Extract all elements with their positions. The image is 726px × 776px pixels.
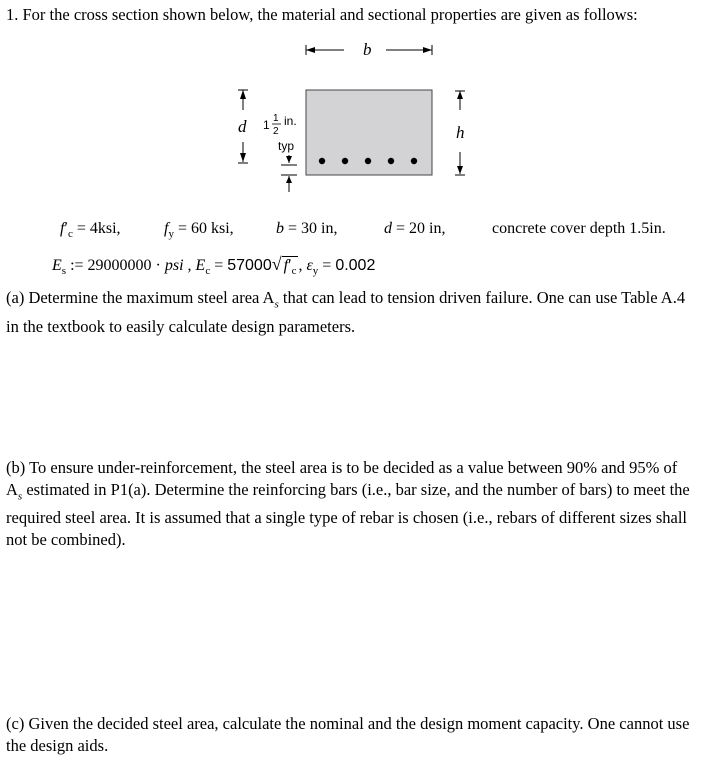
h-label: h xyxy=(456,123,465,142)
svg-text:in.: in. xyxy=(284,114,297,128)
svg-text:1: 1 xyxy=(263,118,270,132)
rebar xyxy=(411,158,417,164)
h-dimension xyxy=(455,91,465,175)
rebar xyxy=(319,158,325,164)
svg-text:1: 1 xyxy=(273,113,279,124)
b-dimension xyxy=(306,40,432,59)
given-fy: $f_y = 60$ ksi, xyxy=(164,220,234,241)
cross-section-figure xyxy=(0,0,726,200)
cover-dimension xyxy=(281,155,297,192)
rebar xyxy=(365,158,371,164)
svg-text:2: 2 xyxy=(273,126,279,137)
given-b: b = 30 in, xyxy=(276,220,338,237)
part-a: (a) Determine the maximum steel area $A_s$ that can lead to tension driven failure. One can use Table A.4 in the textbook to easily calculate design parameters. xyxy=(6,288,686,336)
given-fc: $f'_c = 4ksi$, xyxy=(60,220,121,241)
d-label: d xyxy=(238,117,247,136)
rebar xyxy=(388,158,394,164)
part-c: (c) Given the decided steel area, calculate the nominal and the design moment capacity. One cannot use the design aids. xyxy=(6,714,690,755)
given-d: d = 20 in, xyxy=(384,220,446,237)
rebar xyxy=(342,158,348,164)
typ-label: typ xyxy=(278,139,295,153)
constants-equation: $E_s$ := 29000000 · psi , $E_c = 57000√$ $f'_c$ , $\varepsilon_y = 0.002$ xyxy=(52,254,376,278)
cover-label xyxy=(263,113,297,153)
given-cover: concrete cover depth 1.5in. xyxy=(492,220,666,237)
b-label: b xyxy=(363,40,372,59)
part-b: (b) To ensure under-reinforcement, the steel area is to be decided as a value between 90% and 95% of $A_s$ estimated in P1(a). Determine the reinforcing bars (i.e., bar size, and the number of bars) to meet the required steel area. It is assumed that a single type of rebar is chosen (i.e., rebars of different sizes shall not be combined). xyxy=(6,458,690,549)
d-dimension xyxy=(238,90,248,163)
problem-intro: 1. For the cross section shown below, the material and sectional properties are given as follows: xyxy=(6,5,638,24)
